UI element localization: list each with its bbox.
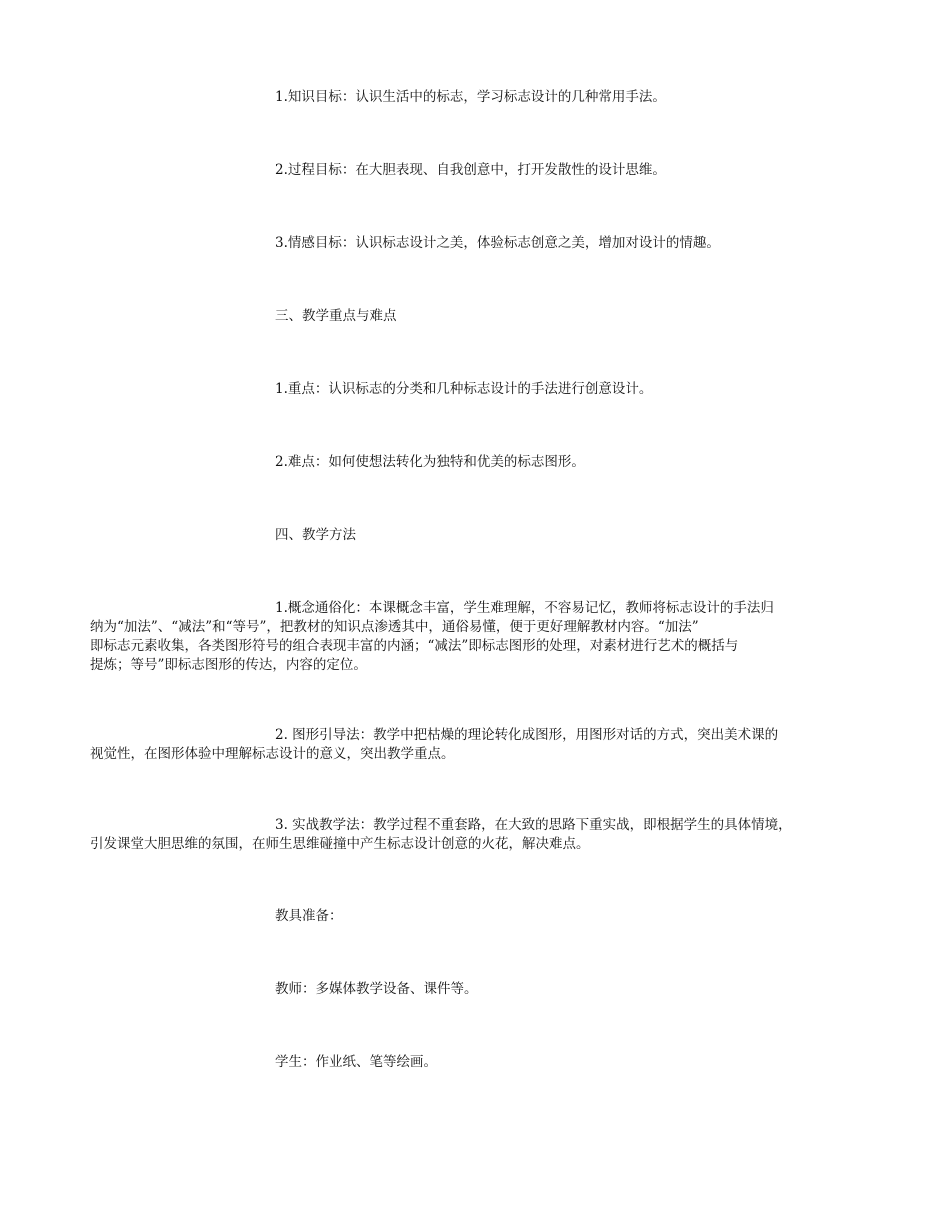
method-1-line: 提炼；等号”即标志图形的传达，内容的定位。 [90, 657, 367, 673]
goal-emotion-text: 3.情感目标：认识标志设计之美，体验标志创意之美，增加对设计的情趣。 [275, 235, 720, 251]
section-heading-key-points: 三、教学重点与难点 [275, 308, 397, 324]
difficult-point-text: 2.难点：如何使想法转化为独特和优美的标志图形。 [275, 454, 585, 470]
tools-teacher-text: 教师：多媒体教学设备、课件等。 [275, 981, 478, 997]
method-1-line: 1.概念通俗化：本课概念丰富，学生难理解，不容易记忆，教师将标志设计的手法归 [275, 600, 774, 616]
method-3-line: 3. 实战教学法：教学过程不重套路，在大致的思路下重实战，即根据学生的具体情境， [275, 817, 792, 833]
method-1-line: 即标志元素收集，各类图形符号的组合表现丰富的内涵；“减法”即标志图形的处理，对素材进行艺术的概括与 [90, 638, 739, 654]
method-1-paragraph [90, 599, 865, 675]
tools-student-text: 学生：作业纸、笔等绘画。 [275, 1054, 437, 1070]
tools-heading: 教具准备： [275, 908, 343, 924]
key-point-text: 1.重点：认识标志的分类和几种标志设计的手法进行创意设计。 [275, 381, 653, 397]
method-2-line: 视觉性，在图形体验中理解标志设计的意义，突出教学重点。 [90, 746, 455, 762]
method-3-paragraph [90, 816, 865, 854]
method-1-line: 纳为“加法”、“减法”和“等号”，把教材的知识点渗透其中，通俗易懂，便于更好理解教材内容。“加法” [90, 619, 699, 635]
method-2-paragraph [90, 726, 865, 764]
section-heading-methods: 四、教学方法 [275, 527, 356, 543]
method-3-line: 引发课堂大胆思维的氛围，在师生思维碰撞中产生标志设计创意的火花，解决难点。 [90, 836, 590, 852]
goal-process-text: 2.过程目标：在大胆表现、自我创意中，打开发散性的设计思维。 [275, 162, 666, 178]
goal-knowledge-text: 1.知识目标：认识生活中的标志，学习标志设计的几种常用手法。 [275, 89, 666, 105]
method-2-line: 2. 图形引导法：教学中把枯燥的理论转化成图形，用图形对话的方式，突出美术课的 [275, 727, 779, 743]
